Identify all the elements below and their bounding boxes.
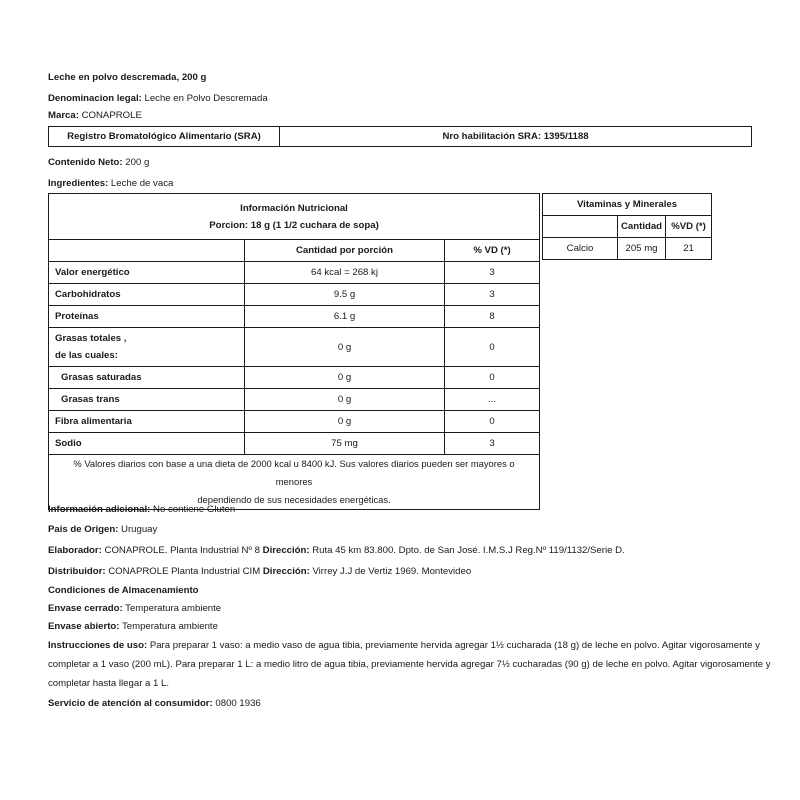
vit-col-vd: %VD (*) bbox=[666, 216, 712, 238]
table-row: Carbohidratos 9.5 g 3 bbox=[49, 284, 540, 306]
product-title: Leche en polvo descremada, 200 g bbox=[48, 72, 207, 83]
vitamins-table bbox=[542, 193, 712, 260]
nutrition-portion: Porcion: 18 g (1 1/2 cuchara de sopa) bbox=[209, 219, 379, 231]
consumer-service: Servicio de atención al consumidor: 0800 1936 bbox=[48, 698, 261, 709]
legal-name: Denominacion legal: Leche en Polvo Descremada bbox=[48, 93, 268, 104]
ingredients: Ingredientes: Leche de vaca bbox=[48, 178, 174, 189]
nutrition-footnote: % Valores diarios con base a una dieta de 2000 kcal u 8400 kJ. Sus valores diarios pueden ser mayores o menores dependiendo de sus necesidades energéticas. bbox=[49, 455, 540, 510]
manufacturer: Elaborador: CONAPROLE. Planta Industrial Nº 8 Dirección: Ruta 45 km 83.800. Dpto. de San José. I.M.S.J Reg.Nº 119/1132/Serie D. bbox=[48, 545, 625, 556]
vit-col-amount: Cantidad bbox=[618, 216, 666, 238]
nutrition-header bbox=[49, 194, 540, 240]
col-amount: Cantidad por porción bbox=[245, 240, 445, 262]
storage-open: Envase abierto: Temperatura ambiente bbox=[48, 621, 218, 632]
table-row: Grasas totales , de las cuales: 0 g 0 bbox=[49, 328, 540, 367]
table-row: Valor energético 64 kcal = 268 kj 3 bbox=[49, 262, 540, 284]
distributor: Distribuidor: CONAPROLE Planta Industrial CIM Dirección: Virrey J.J de Vertiz 1969. Montevideo bbox=[48, 566, 472, 577]
storage-closed: Envase cerrado: Temperatura ambiente bbox=[48, 603, 222, 614]
table-row: Grasas trans 0 g ... bbox=[49, 389, 540, 411]
nutrition-table bbox=[48, 193, 540, 510]
nutrition-title: Información Nutricional bbox=[240, 202, 348, 214]
brand: Marca: CONAPROLE bbox=[48, 110, 142, 121]
instructions-line-3: completar hasta llegar a 1 L. bbox=[48, 678, 170, 689]
table-row: Sodio 75 mg 3 bbox=[49, 433, 540, 455]
vitamins-title: Vitaminas y Minerales bbox=[543, 194, 712, 216]
table-row: Proteínas 6.1 g 8 bbox=[49, 306, 540, 328]
storage-title: Condiciones de Almacenamiento bbox=[48, 585, 199, 596]
origin: Pais de Origen: Uruguay bbox=[48, 524, 158, 535]
net-content: Contenido Neto: 200 g bbox=[48, 157, 150, 168]
registry-table bbox=[48, 126, 752, 147]
registry-label: Registro Bromatológico Alimentario (SRA) bbox=[49, 127, 280, 147]
instructions-line-2: completar a 1 vaso (200 mL). Para preparar 1 L: a medio litro de agua tibia, previamente hervida agregar 7½ cucharadas (90 g) de leche en polvo. Agitar vigorosamente y bbox=[48, 659, 771, 670]
table-row: Fibra alimentaria 0 g 0 bbox=[49, 411, 540, 433]
table-row: Calcio 205 mg 21 bbox=[543, 238, 712, 260]
table-row: Grasas saturadas 0 g 0 bbox=[49, 367, 540, 389]
instructions-line-1: Instrucciones de uso: Para preparar 1 vaso: a medio vaso de agua tibia, previamente hervida agregar 1½ cucharada (18 g) de leche en polvo. Agitar vigorosamente y bbox=[48, 640, 760, 651]
additional-info: Información adicional: No contiene Gluten bbox=[48, 504, 236, 515]
registry-number: Nro habilitación SRA: 1395/1188 bbox=[280, 127, 752, 147]
col-vd: % VD (*) bbox=[445, 240, 540, 262]
